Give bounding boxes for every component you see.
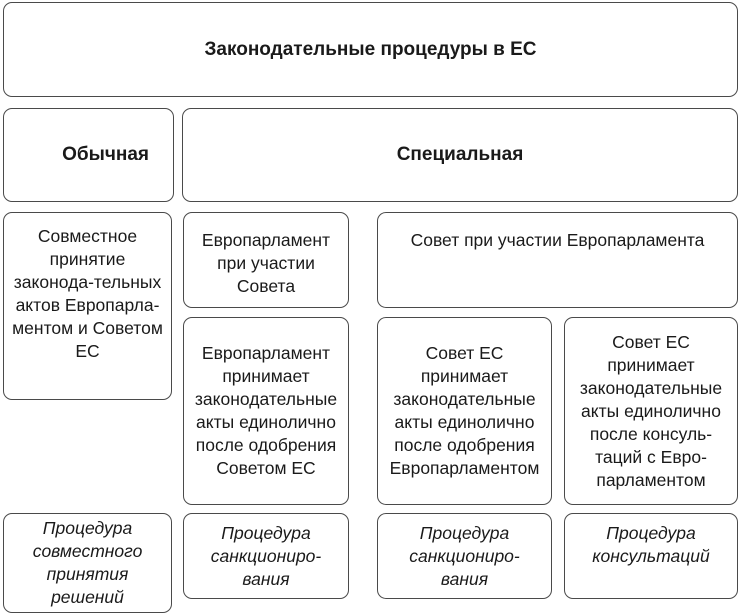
parliament-with-council-box xyxy=(183,212,349,308)
consultation-procedure-label: Процедура консультаций xyxy=(592,523,710,566)
ordinary-category-box xyxy=(3,108,174,202)
parliament-consent-description: Европарламент принимает законодательные акты единолично после одобрения Советом ЕС xyxy=(194,343,338,478)
diagram-title-box xyxy=(3,2,738,97)
ordinary-description: Совместное принятие законода-тельных актов Европарла-ментом и Советом ЕС xyxy=(12,226,163,361)
council-consent-description-box xyxy=(377,317,552,505)
special-category-box xyxy=(182,108,738,202)
consultation-procedure-box xyxy=(564,513,738,599)
codecision-procedure-label: Процедура совместного принятия решений xyxy=(32,518,143,607)
council-with-parliament-box xyxy=(377,212,738,308)
council-consultation-description-box xyxy=(564,317,738,505)
parliament-consent-procedure-label: Процедура санкциониро-вания xyxy=(210,522,322,589)
ordinary-category-label: Обычная xyxy=(62,144,149,165)
council-consent-procedure-box xyxy=(377,513,552,599)
council-with-parliament-label: Совет при участии Европарламента xyxy=(410,230,705,250)
parliament-with-council-label: Европарламент при участии Совета xyxy=(201,230,331,296)
ordinary-description-box xyxy=(3,212,172,400)
parliament-consent-procedure-box xyxy=(183,513,349,599)
council-consultation-description: Совет ЕС принимает законодательные акты единолично после консуль-таций с Евро-парламентом xyxy=(579,331,723,490)
parliament-consent-description-box xyxy=(183,317,349,505)
council-consent-procedure-label: Процедура санкциониро-вания xyxy=(409,522,520,589)
codecision-procedure-box xyxy=(3,513,172,613)
special-category-label: Специальная xyxy=(396,144,524,165)
council-consent-description: Совет ЕС принимает законодательные акты единолично после одобрения Европарламентом xyxy=(389,343,540,478)
diagram-title: Законодательные процедуры в ЕС xyxy=(204,38,537,60)
